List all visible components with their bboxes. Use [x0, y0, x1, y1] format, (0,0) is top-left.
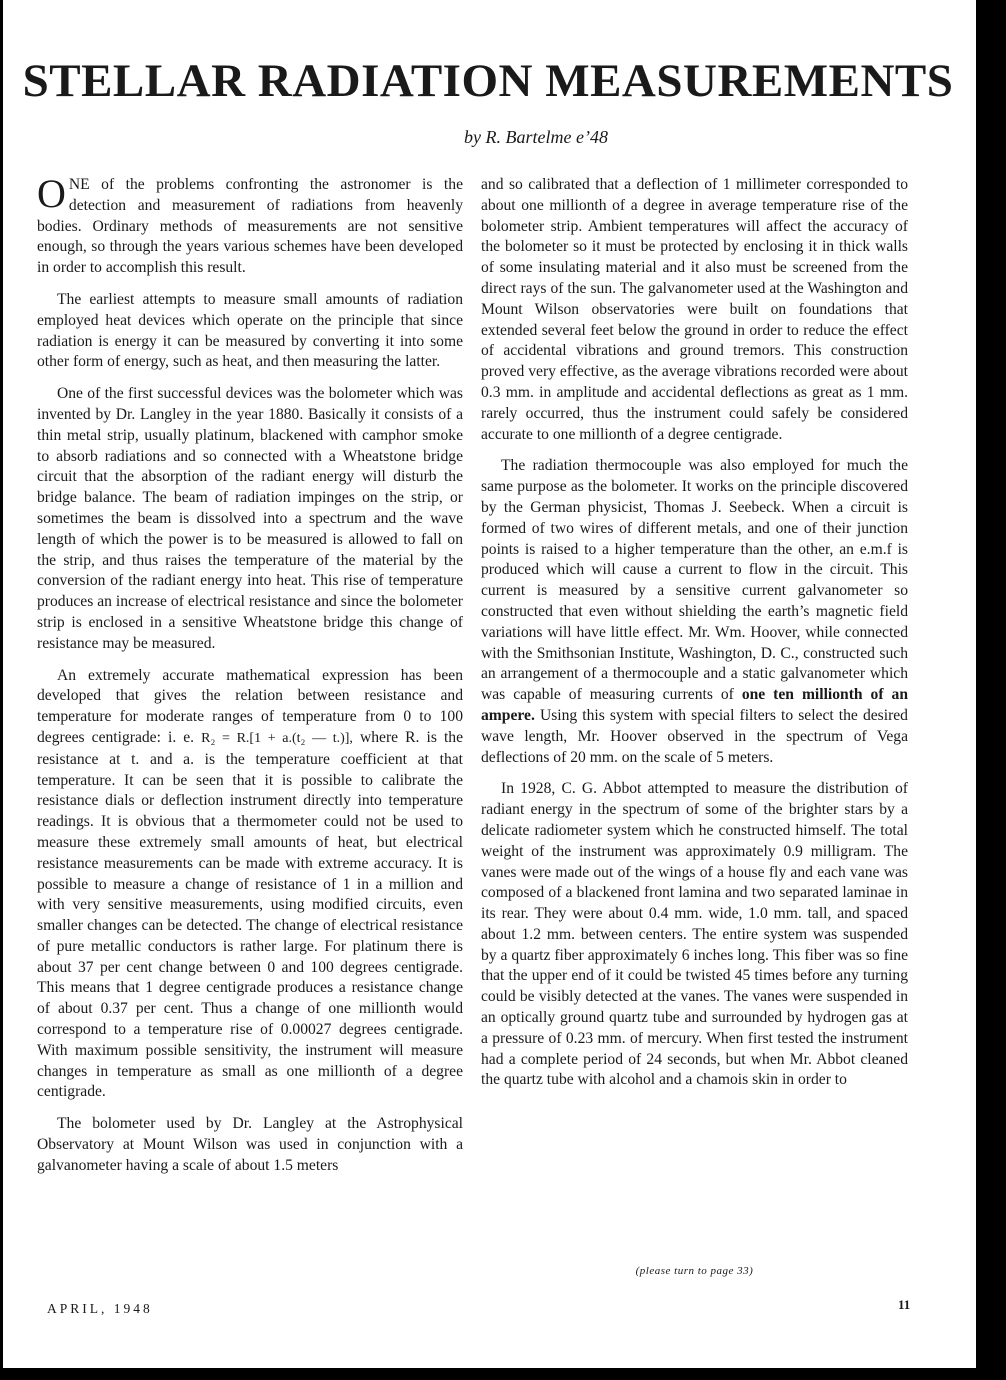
scan-border-right	[976, 0, 1006, 1380]
article-byline-wrap	[0, 127, 976, 148]
paragraph-intro-text: NE of the problems confronting the astronomer is the detection and measurement of radiations from heavenly bodies. Ordinary methods of measurements are not sensitive enough, so through the years various schemes have been developed in order to accomplish this result.	[37, 176, 463, 277]
thermocouple-text-before: The radiation thermocouple was also employed for much the same purpose as the bolometer. It works on the principle discovered by the German physicist, Thomas J. Seebeck. When a circuit is formed of two wires of different metals, and one of their junction points is raised to a higher temperature than the other, an e.m.f is produced which will cause a current to flow in the circuit. This current is measured by a sensitive current galvanometer so constructed that even without shielding the earth’s magnetic field variations will have little effect. Mr. Wm. Hoover, while connected with the Smithsonian Institute, Washington, D. C., constructed such an arrangement of a thermocouple and a static galvanometer which was capable of measuring currents of	[481, 457, 908, 704]
paragraph-early-attempts: The earliest attempts to measure small amounts of radiation employed heat devices which operate on the principle that since radiation is energy it can be measured by converting it into some other form of energy, such as heat, and then measuring the latter.	[37, 290, 463, 371]
paragraph-intro	[37, 171, 463, 279]
left-column	[37, 171, 463, 1188]
paragraph-bolometer: One of the first successful devices was the bolometer which was invented by Dr. Langley in the year 1880. Basically it consists of a thin metal strip, usually platinum, blackened with camphor smoke to absorb radiations and so connected with a Wheatstone bridge circuit that the absorption of the radiant energy will disturb the bridge balance. The beam of radiation impinges on the strip, or sometimes the beam is dissolved into a spectrum and the wave length of which the power is to be measured is allowed to fall on the strip, and thus raises the temperature of the material by the conversion of the radiant energy into heat. This rise of temperature produces an increase of electrical resistance and since the bolometer strip is enclosed in a sensitive Wheatstone bridge this change of resistance may be measured.	[37, 385, 463, 652]
paragraph-calibration: and so calibrated that a deflection of 1 millimeter corresponded to about one millionth of a degree in average temperature rise of the bolometer strip. Ambient temperatures will affect the accuracy of the bolometer so it must be protected by enclosing it in thick walls of some insulating material and it also must be screened from the direct rays of the sun. The galvanometer used at the Washington and Mount Wilson observatories were built on foundations that extended several feet below the ground in order to reduce the effect of accidental vibrations and ground tremors. This construction proved very effective, as the average vibrations recorded were about 0.3 mm. in amplitude and accidental deflections as great as 1 mm. rarely occurred, thus the instrument could safely be considered accurate to one millionth of a degree centigrade.	[481, 176, 908, 443]
expression-text-after: where R. is the resistance at t. and a. is the temperature coefficient at that temperature. It can be seen that it is possible to calibrate the resistance dials or deflection instrument directly into temperature readings. It is obvious that a thermometer could not be used to measure these extremely small amounts of heat, but electrical resistance measurements can be made with extreme accuracy. It is possible to measure a change of resistance of 1 in a million and with very sensitive measurements, using modified circuits, even smaller changes can be detected. The change of electrical resistance of pure metallic conductors is rather large. For platinum there is about 37 per cent change between 0 and 100 degrees centigrade. This means that 1 degree centigrade produces a resistance change of about 0.37 per cent. Thus a change of one millionth would correspond to a temperature rise of 0.00027 degrees centigrade. With maximum possible sensitivity, the instrument will measure changes in temperature as small as one millionth of a degree centigrade.	[37, 728, 463, 1101]
thermocouple-bold-text: one ten millionth of an ampere.	[481, 686, 908, 724]
paragraph-expression	[37, 666, 463, 1104]
expression-text-before: An extremely accurate mathematical expression has been developed that gives the relation between resistance and temperature for moderate ranges of temperature from 0 to 100 degrees centigrade: i. e.	[37, 666, 463, 746]
paragraph-abbot-radiometer: In 1928, C. G. Abbot attempted to measure the distribution of radiant energy in the spectrum of some of the brighter stars by a delicate radiometer system which he constructed himself. The total weight of the instrument was approximately 0.9 milligram. The vanes were made out of the wings of a house fly and each vane was composed of a blackened front lamina and two separated laminae in its rear. They were about 0.4 mm. wide, 1.0 mm. tall, and spaced about 1.2 mm. between centers. The entire system was suspended by a quartz fiber approximately 6 inches long. This fiber was so fine that the upper end of it could be twisted 45 times before any turning could be visibly detected at the vanes. The vanes were suspended in an optically ground quartz tube and surrounded by hydrogen gas at a pressure of 0.23 mm. of mercury. When first tested the instrument had a complete period of 24 seconds, but when Mr. Abbot cleaned the quartz tube with alcohol and a chamois skin in order to	[481, 780, 908, 1089]
scan-border-left	[0, 0, 3, 1380]
paragraph-thermocouple	[481, 456, 908, 768]
issue-date: APRIL, 1948	[47, 1301, 153, 1316]
continued-note: (please turn to page 33)	[635, 1265, 754, 1277]
scan-border-bottom	[0, 1368, 1006, 1380]
drop-cap: O	[37, 171, 66, 216]
paragraph-langley-bolometer: The bolometer used by Dr. Langley at the Astrophysical Observatory at Mount Wilson was used in conjunction with a galvanometer having a scale of about 1.5 meters	[37, 1115, 463, 1174]
article-title: STELLAR RADIATION MEASUREMENTS	[22, 55, 954, 107]
article-byline: by R. Bartelme e’48	[464, 127, 608, 147]
resistance-equation: R₂ = R.[1 + a.(t₂ — t.)],	[201, 730, 353, 746]
page-number: 11	[898, 1297, 911, 1312]
thermocouple-text-after: Using this system with special filters to select the desired wave length, Mr. Hoover observed in the spectrum of Vega deflections of 20 mm. on the scale of 5 meters.	[481, 706, 908, 766]
right-column	[481, 175, 908, 1102]
